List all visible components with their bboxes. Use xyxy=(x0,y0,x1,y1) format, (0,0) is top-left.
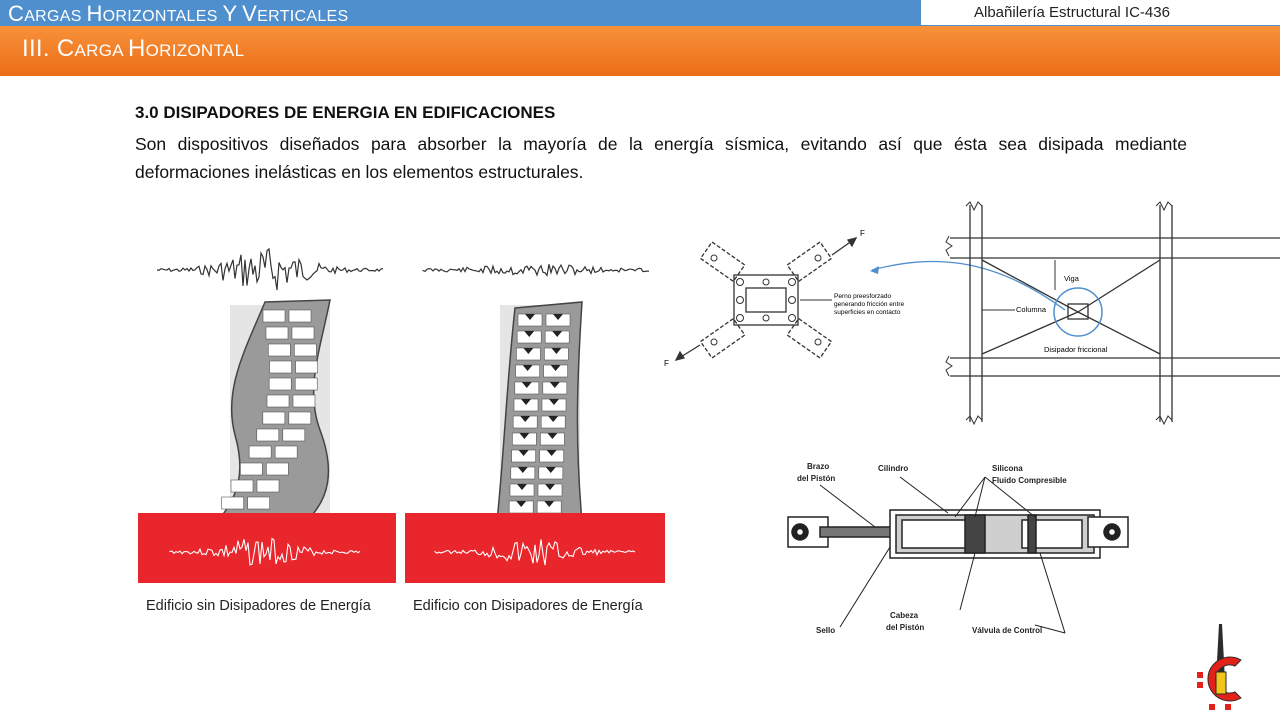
rod-label: Brazo xyxy=(807,462,830,471)
slide-heading: 3.0 DISIPADORES DE ENERGIA EN EDIFICACIONES xyxy=(135,103,556,122)
logo-tooth xyxy=(1197,672,1203,678)
frame-elevation xyxy=(950,205,1280,422)
cylinder-label: Cilindro xyxy=(878,464,909,473)
window xyxy=(293,395,315,407)
institution-logo xyxy=(1195,620,1250,715)
presentation-title xyxy=(8,1,348,27)
buildings-figure xyxy=(135,240,670,585)
title-part: Y xyxy=(222,1,238,26)
fluid-label: Fluido Compresible xyxy=(992,476,1067,485)
window xyxy=(296,361,318,373)
course-label-box xyxy=(920,0,1280,26)
title-part: C xyxy=(8,1,25,26)
logo-tooth xyxy=(1209,704,1215,710)
valve-label: Válvula de Control xyxy=(972,626,1043,635)
title-part: ARGAS xyxy=(24,8,87,25)
window xyxy=(268,344,290,356)
head-label: del Pistón xyxy=(886,623,925,632)
course-label: Albañilería Estructural IC-436 xyxy=(974,4,1170,21)
section-bar xyxy=(0,26,1280,76)
slide-paragraph: Son dispositivos diseñados para absorber la mayoría de la energía sísmica, evitando así que ésta sea disipada mediante deformaciones inelásticas en los elementos estructurales. xyxy=(135,134,1187,182)
window xyxy=(292,327,314,339)
section-title xyxy=(22,35,244,63)
window xyxy=(240,463,262,475)
friction-detail xyxy=(676,238,856,360)
window xyxy=(289,412,311,424)
force-label-bottom: F xyxy=(664,359,669,368)
fluid-label: Silicona xyxy=(992,464,1023,473)
caption-with-dampers: Edificio con Disipadores de Energía xyxy=(413,598,643,614)
force-label-top: F xyxy=(860,229,865,238)
title-part: ORIZONTALES xyxy=(102,8,223,25)
window xyxy=(269,378,291,390)
head-label: Cabeza xyxy=(890,611,919,620)
window xyxy=(248,497,270,509)
window xyxy=(266,463,288,475)
ground-left xyxy=(138,513,396,583)
window xyxy=(257,480,279,492)
section-part: ARGA xyxy=(74,41,128,60)
window xyxy=(283,429,305,441)
seismic-wave-weak xyxy=(423,264,649,275)
bolt-note: Perno preesforzado xyxy=(834,293,892,300)
window xyxy=(266,327,288,339)
friction-damper-figure xyxy=(660,200,1280,425)
window xyxy=(263,310,285,322)
damper-label: Disipador friccional xyxy=(1044,345,1108,354)
frame-break-marks xyxy=(946,202,1172,424)
window xyxy=(294,344,316,356)
title-bar xyxy=(0,0,920,26)
callout-arrowhead xyxy=(870,266,879,274)
window xyxy=(295,378,317,390)
logo-tooth xyxy=(1197,682,1203,688)
window xyxy=(275,446,297,458)
window xyxy=(267,395,289,407)
piston-damper-figure xyxy=(780,455,1150,640)
window xyxy=(263,412,285,424)
window xyxy=(249,446,271,458)
title-part: ERTICALES xyxy=(257,8,349,25)
column-label: Columna xyxy=(1016,305,1047,314)
window xyxy=(231,480,253,492)
title-part: H xyxy=(86,1,103,26)
piston-body xyxy=(788,510,1128,558)
logo-center xyxy=(1216,672,1226,694)
window xyxy=(222,497,244,509)
seal-label: Sello xyxy=(816,626,836,635)
seismic-wave-strong xyxy=(157,249,383,290)
section-part: ORIZONTAL xyxy=(145,41,245,60)
bolt-note: superficies en contacto xyxy=(834,309,901,316)
window xyxy=(289,310,311,322)
section-part: H xyxy=(127,35,146,62)
window xyxy=(257,429,279,441)
rod-label: del Pistón xyxy=(797,474,836,483)
window xyxy=(270,361,292,373)
title-part: V xyxy=(242,1,258,26)
beam-label: Viga xyxy=(1064,274,1079,283)
caption-without-dampers: Edificio sin Disipadores de Energía xyxy=(146,598,371,614)
bolt-note: generando fricción entre xyxy=(834,301,905,308)
section-part: III. C xyxy=(22,35,75,62)
logo-tooth xyxy=(1225,704,1231,710)
